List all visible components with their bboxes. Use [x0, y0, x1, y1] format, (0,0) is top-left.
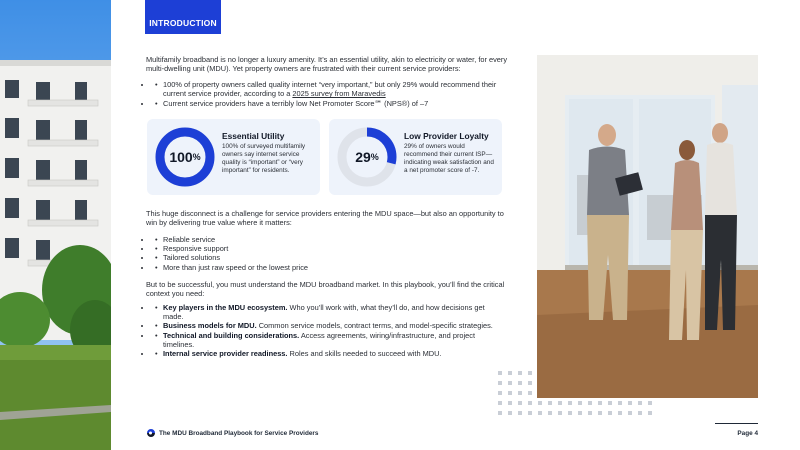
dot — [528, 411, 532, 415]
dot — [538, 401, 542, 405]
dot — [548, 411, 552, 415]
section-tag: INTRODUCTION — [145, 0, 221, 34]
dot — [578, 411, 582, 415]
dot — [608, 401, 612, 405]
stat-card-essential-utility — [147, 119, 320, 195]
dot — [628, 401, 632, 405]
dot — [598, 401, 602, 405]
dot — [508, 411, 512, 415]
dot — [648, 401, 652, 405]
value-list — [152, 235, 498, 272]
footer-title: The MDU Broadband Playbook for Service Providers — [159, 430, 319, 437]
intro-bullet-list — [152, 80, 498, 108]
dot — [498, 371, 502, 375]
playbook-list — [152, 303, 498, 358]
dot — [498, 381, 502, 385]
stat-value: 100 % — [169, 149, 201, 165]
dot — [518, 381, 522, 385]
dot — [548, 401, 552, 405]
dot — [568, 411, 572, 415]
dot — [558, 411, 562, 415]
footer-divider — [715, 423, 758, 424]
dot — [538, 411, 542, 415]
stat-title: Low Provider Loyalty — [404, 131, 489, 141]
list-item: • • Reliable service — [152, 235, 498, 244]
list-item: • • Business models for MDU. Common service models, contract terms, and model-specific strategies. — [152, 321, 498, 330]
dot — [628, 411, 632, 415]
list-item: • • Responsive support — [152, 244, 498, 253]
disconnect-paragraph: This huge disconnect is a challenge for service providers entering the MDU space—but also an opportunity to win by delivering true value where it matters: — [146, 209, 504, 228]
dot — [528, 371, 532, 375]
dot — [598, 411, 602, 415]
stat-description: 100% of surveyed multifamily owners say internet service quality is “important” or “very important” for residents. — [222, 143, 306, 174]
dot — [498, 411, 502, 415]
dot — [518, 391, 522, 395]
dot — [638, 401, 642, 405]
dot — [498, 391, 502, 395]
dot — [588, 401, 592, 405]
list-item: • • Tailored solutions — [152, 253, 498, 262]
intro-paragraph: Multifamily broadband is no longer a luxury amenity. It’s an essential utility, akin to electricity or water, for every multi-dwelling unit (MDU). Yet property owners are frustrated with their current service providers: — [146, 55, 508, 74]
page-number: Page 4 — [737, 430, 758, 437]
people-photo — [537, 55, 758, 398]
list-item: • • More than just raw speed or the lowest price — [152, 263, 498, 272]
list-item: • • Current service providers have a terribly low Net Promoter Score℠ (NPS®) of –7 — [152, 99, 498, 108]
dot — [498, 401, 502, 405]
dot — [508, 401, 512, 405]
building-photo — [0, 0, 111, 450]
dot — [588, 411, 592, 415]
list-item: • • Internal service provider readiness. Roles and skills needed to succeed with MDU. — [152, 349, 498, 358]
list-item: • • Key players in the MDU ecosystem. Who you’ll work with, what they’ll do, and how decisions get made. — [152, 303, 498, 321]
dot — [528, 381, 532, 385]
dot — [608, 411, 612, 415]
dot — [638, 411, 642, 415]
context-paragraph: But to be successful, you must understand the MDU broadband market. In this playbook, you’ll find the critical context you need: — [146, 280, 505, 299]
dot — [518, 371, 522, 375]
dot — [618, 401, 622, 405]
dot — [518, 411, 522, 415]
dot — [528, 401, 532, 405]
stat-card-low-provider-loyalty — [329, 119, 502, 195]
survey-link[interactable]: 2025 survey from Maravedis — [292, 89, 386, 99]
list-item: • • Technical and building considerations. Access agreements, wiring/infrastructure, and project timelines. — [152, 331, 498, 349]
stat-value: 29 % — [355, 149, 379, 165]
dot — [568, 401, 572, 405]
dot — [508, 391, 512, 395]
list-item: • • 100% of property owners called quality internet “very important,” but only 29% would recommend their current service provider, according to a 2025 survey from Maravedis — [152, 80, 498, 99]
dot — [618, 411, 622, 415]
brand-logo-icon — [146, 428, 156, 440]
footer — [146, 428, 758, 440]
stat-title: Essential Utility — [222, 131, 285, 141]
dot — [578, 401, 582, 405]
dot — [528, 391, 532, 395]
dot — [508, 381, 512, 385]
dot — [508, 371, 512, 375]
dot — [558, 401, 562, 405]
stat-description: 29% of owners would recommend their current ISP—indicating weak satisfaction and a net promoter score of -7. — [404, 143, 494, 174]
dot — [648, 411, 652, 415]
dot — [518, 401, 522, 405]
